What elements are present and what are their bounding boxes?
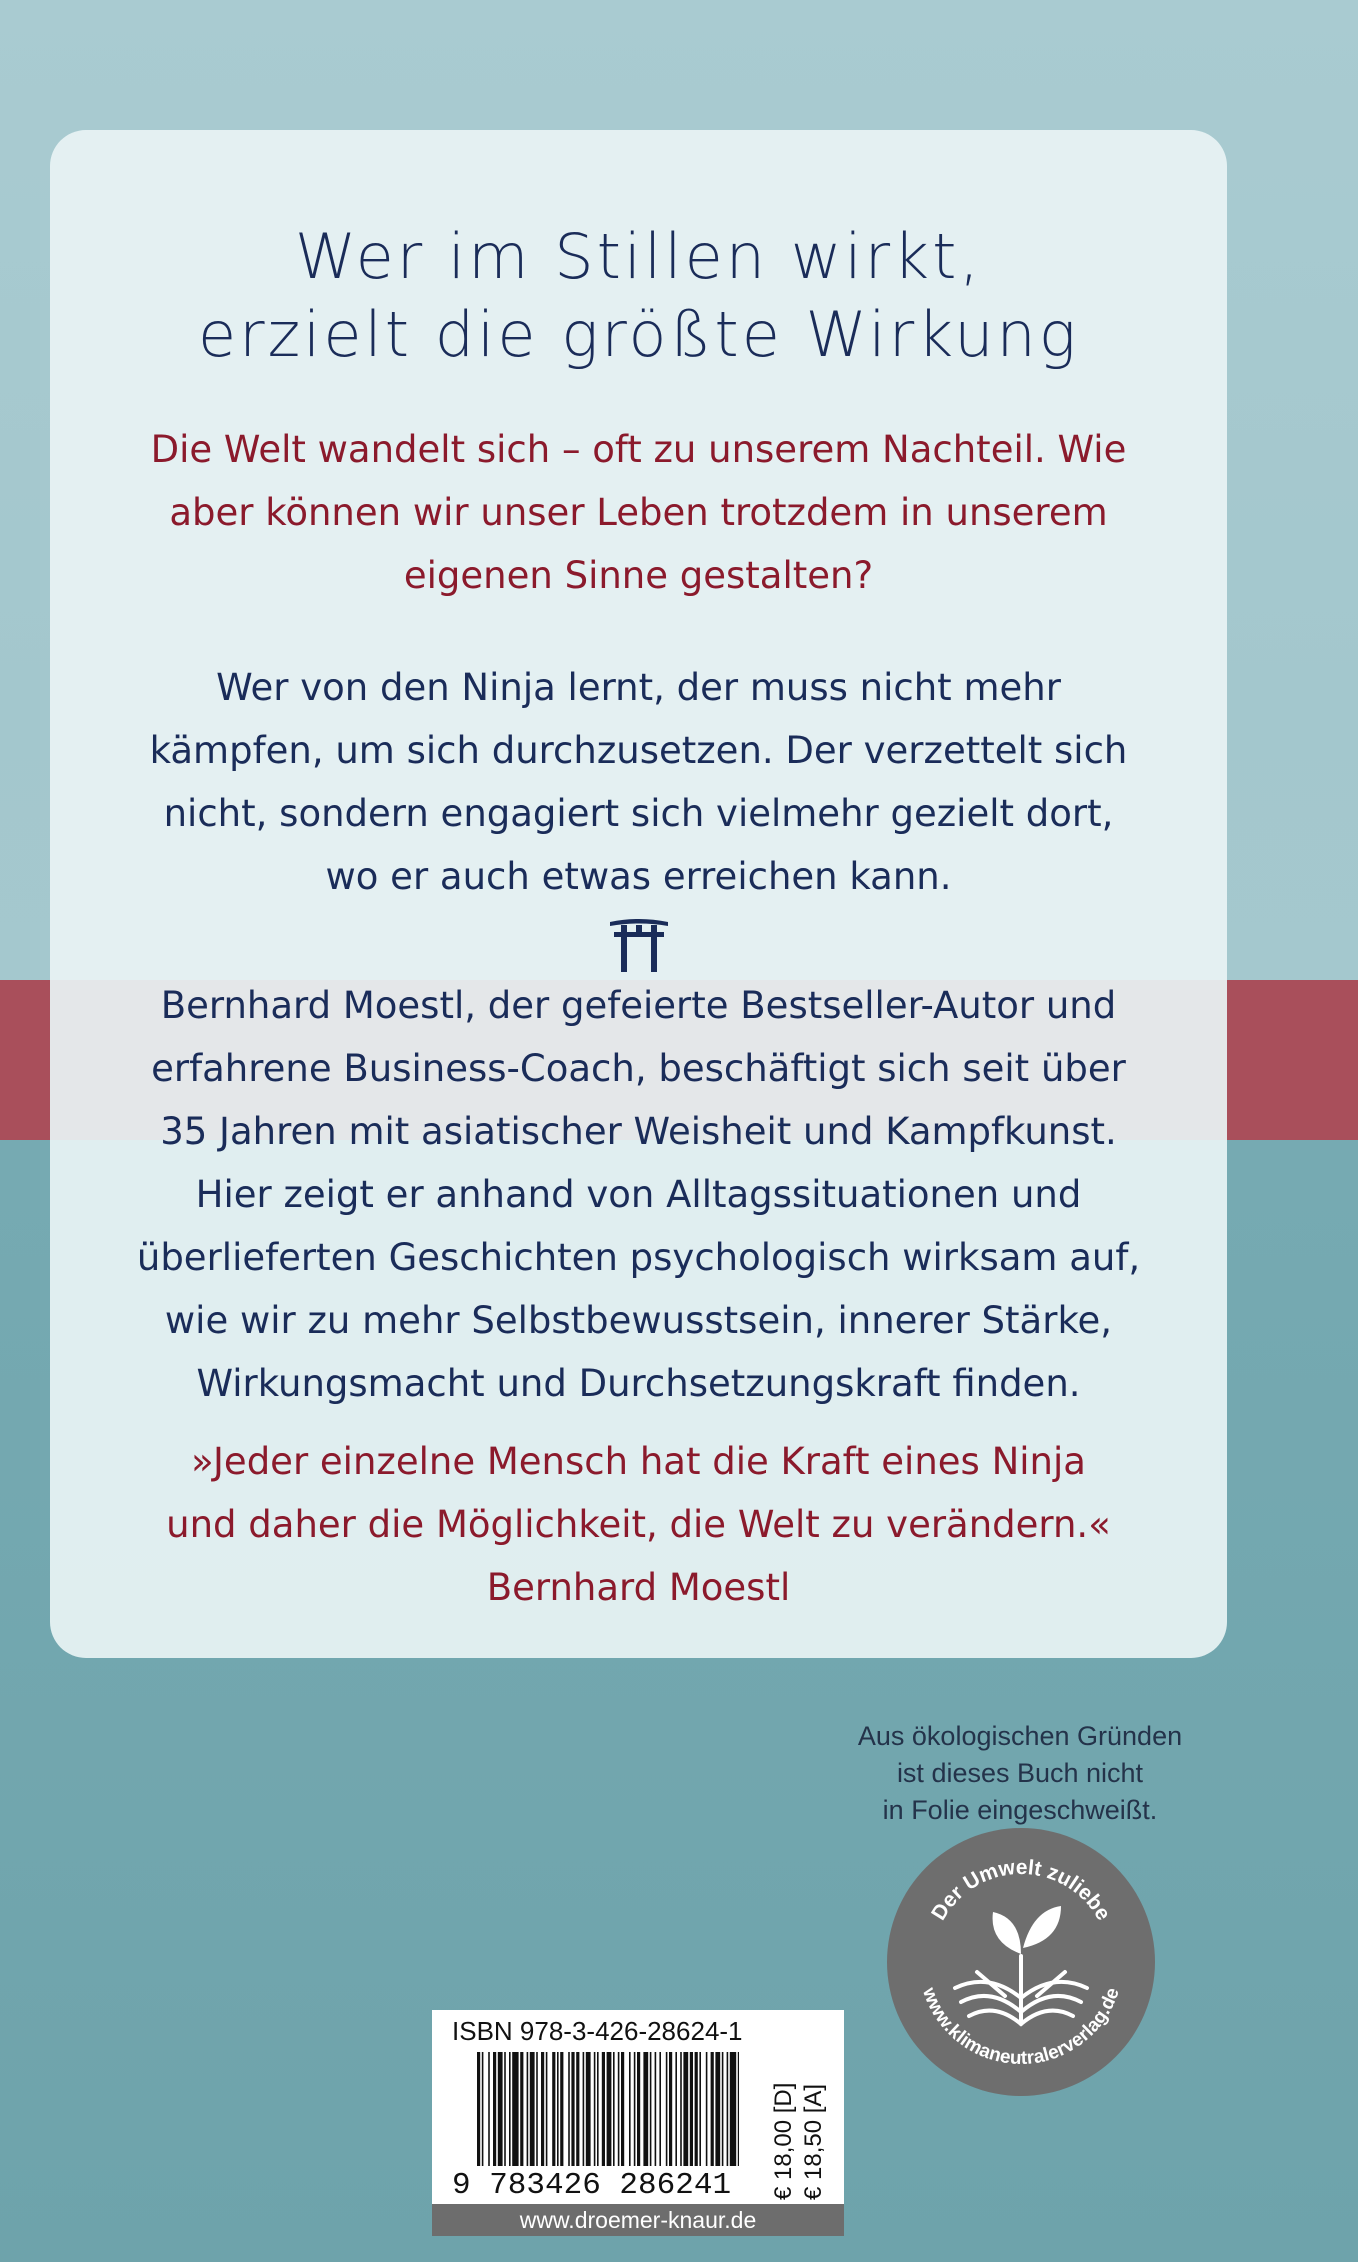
barcode-bar [621,2052,624,2166]
text-line: wo er auch etwas erreichen kann. [325,855,952,898]
seal-top-text: Der Umwelt zuliebe [927,1855,1115,1925]
barcode-bar [530,2052,535,2166]
barcode-bar [695,2052,698,2166]
barcode-bar [738,2052,739,2166]
barcode-bar [560,2052,563,2166]
barcode-bar [643,2052,648,2166]
eco-note-line: in Folie eingeschweißt. [882,1795,1158,1825]
barcode-bar [583,2052,585,2166]
quote-author: Bernhard Moestl [486,1566,791,1609]
barcode-bar [618,2052,620,2166]
eco-note [840,1718,1200,1829]
publisher-url: www.droemer-knaur.de [432,2204,844,2236]
quote-line: und daher die Möglichkeit, die Welt zu verändern.« [166,1503,1111,1546]
barcode-bar [666,2052,668,2166]
barcode-bar [536,2052,538,2166]
barcode-bar [541,2052,544,2166]
text-line: Hier zeigt er anhand von Alltagssituationen und [195,1173,1082,1216]
text-line: Wirkungsmacht und Durchsetzungskraft finden. [196,1362,1081,1405]
text-line: erfahrene Business-Coach, beschäftigt sich seit über [151,1047,1126,1090]
barcode-bar [711,2052,714,2166]
barcode-bars [477,2052,739,2166]
ninja-paragraph [90,656,1187,908]
barcode-bar [594,2052,596,2166]
barcode-bar [512,2052,518,2166]
barcode-bar [706,2052,708,2166]
barcode-bar [546,2052,548,2166]
text-line: kämpfen, um sich durchzusetzen. Der verzettelt sich [149,729,1128,772]
quote-block [90,1430,1187,1619]
barcode-bar [477,2052,480,2166]
barcode-bar [699,2052,701,2166]
barcode-bar [659,2052,661,2166]
barcode-bar [727,2052,729,2166]
environment-seal [885,1826,1157,2098]
barcode-bar [493,2052,496,2166]
barcode-bar [669,2052,672,2166]
barcode-bar [597,2052,599,2166]
text-line: überlieferten Geschichten psychologisch wirksam auf, [136,1236,1141,1279]
barcode-bar [520,2052,523,2166]
barcode-bar [637,2052,640,2166]
text-line: wie wir zu mehr Selbstbewusstsein, innerer Stärke, [164,1299,1113,1342]
isbn-text: ISBN 978-3-426-28624-1 [452,2016,743,2046]
text-line: eigenen Sinne gestalten? [403,554,874,597]
barcode-bar [607,2052,612,2166]
text-card [50,130,1227,1658]
text-line: aber können wir unser Leben trotzdem in unserem [169,491,1108,534]
barcode-bar [715,2052,720,2166]
barcode-bar [568,2052,570,2166]
barcode-bar [498,2052,503,2166]
barcode-bar [509,2052,511,2166]
barcode-bar [722,2052,724,2166]
author-paragraph [90,974,1187,1415]
barcode-bar [586,2052,591,2166]
barcode-label [432,2010,844,2236]
barcode-bar [690,2052,693,2166]
barcode-bar [602,2052,605,2166]
price-austria: € 18,50 [A] [800,2083,827,2200]
headline-line: Wer im Stillen wirkt, [294,220,983,293]
barcode-digits: 9 783426 286241 [452,2168,732,2203]
text-line: Bernhard Moestl, der gefeierte Bestseller-Autor und [160,984,1117,1027]
price-germany: € 18,00 [D] [770,2082,797,2200]
text-line: Die Welt wandelt sich – oft zu unserem Nachteil. Wie [150,428,1127,471]
headline [50,218,1227,374]
torii-gate-icon [608,916,670,972]
barcode-bar [557,2052,559,2166]
intro-paragraph [90,418,1187,607]
barcode-bar [680,2052,682,2166]
barcode-bar [675,2052,677,2166]
barcode-bar [504,2052,506,2166]
barcode-bar [576,2052,579,2166]
barcode-bar [650,2052,652,2166]
text-line: Wer von den Ninja lernt, der muss nicht mehr [216,666,1061,709]
barcode-bar [571,2052,574,2166]
text-line: 35 Jahren mit asiatischer Weisheit und Kampfkunst. [160,1110,1117,1153]
barcode-bar [629,2052,631,2166]
barcode-bar [655,2052,657,2166]
barcode-bar [730,2052,736,2166]
eco-note-line: ist dieses Buch nicht [896,1758,1144,1788]
seal-bottom-text: www.klimaneutralerverlag.de [918,1984,1124,2070]
headline-line: erzielt die größte Wirkung [197,298,1080,371]
barcode-bar [482,2052,484,2166]
quote-line: »Jeder einzelne Mensch hat die Kraft eines Ninja [191,1440,1086,1483]
barcode-bar [613,2052,615,2166]
barcode-bar [683,2052,688,2166]
text-line: nicht, sondern engagiert sich vielmehr gezielt dort, [163,792,1114,835]
eco-note-line: Aus ökologischen Gründen [857,1721,1183,1751]
barcode-bar [527,2052,529,2166]
barcode-bar [634,2052,636,2166]
barcode-bar [488,2052,490,2166]
barcode-bar [552,2052,555,2166]
